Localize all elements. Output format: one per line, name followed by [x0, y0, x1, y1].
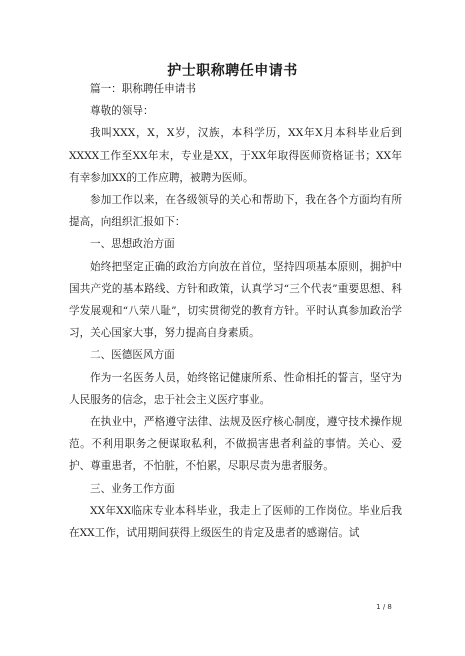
paragraph-political: 始终把坚定正确的政治方向放在首位，坚持四项基本原则，拥护中国共产党的基本路线、方针和政策，认真学习“三个代表”重要思想、科学发展观和“八荣八耻”，切实贯彻党的教育方针。平时认真参加政治学习，关心国家大事，努力提高自身素质。 [69, 260, 402, 340]
page-number: 1 / 8 [376, 603, 392, 611]
heading-political: 一、思想政治方面 [90, 238, 175, 251]
paragraph-ethics-2: 在执业中，严格遵守法律、法规及医疗核心制度，遵守技术操作规范。不利用职务之便谋取私利，不做损害患者利益的事情。关心、爱护、尊重患者，不怕脏，不怕累，尽职尽责为患者服务。 [69, 416, 402, 473]
heading-ethics: 二、医德医风方面 [90, 349, 175, 362]
document-body [69, 78, 402, 544]
heading-work: 三、业务工作方面 [90, 482, 175, 495]
paragraph-work: XX年XX临床专业本科毕业，我走上了医师的工作岗位。毕业后我在XX工作，试用期间获得上级医生的肯定及患者的感谢信。试 [69, 504, 402, 540]
paragraph-salutation: 尊敬的领导： [90, 105, 154, 118]
paragraph-section-label: 篇一：职称聘任申请书 [90, 83, 196, 95]
paragraph-introduction: 我叫XXX，X，X岁，汉族，本科学历，XX年X月本科毕业后到XXXX工作至XX年末，专业是XX，于XX年取得医师资格证书；XX年有幸参加XX的工作应聘，被聘为医师。 [69, 127, 402, 184]
paragraph-ethics-1: 作为一名医务人员，始终铭记健康所系、性命相托的誓言，坚守为人民服务的信念，忠于社会主义医疗事业。 [69, 371, 402, 406]
document-title: 护士职称聘任申请书 [167, 63, 298, 79]
paragraph-overview: 参加工作以来，在各级领导的关心和帮助下，我在各个方面均有所提高，向组织汇报如下： [69, 194, 402, 229]
